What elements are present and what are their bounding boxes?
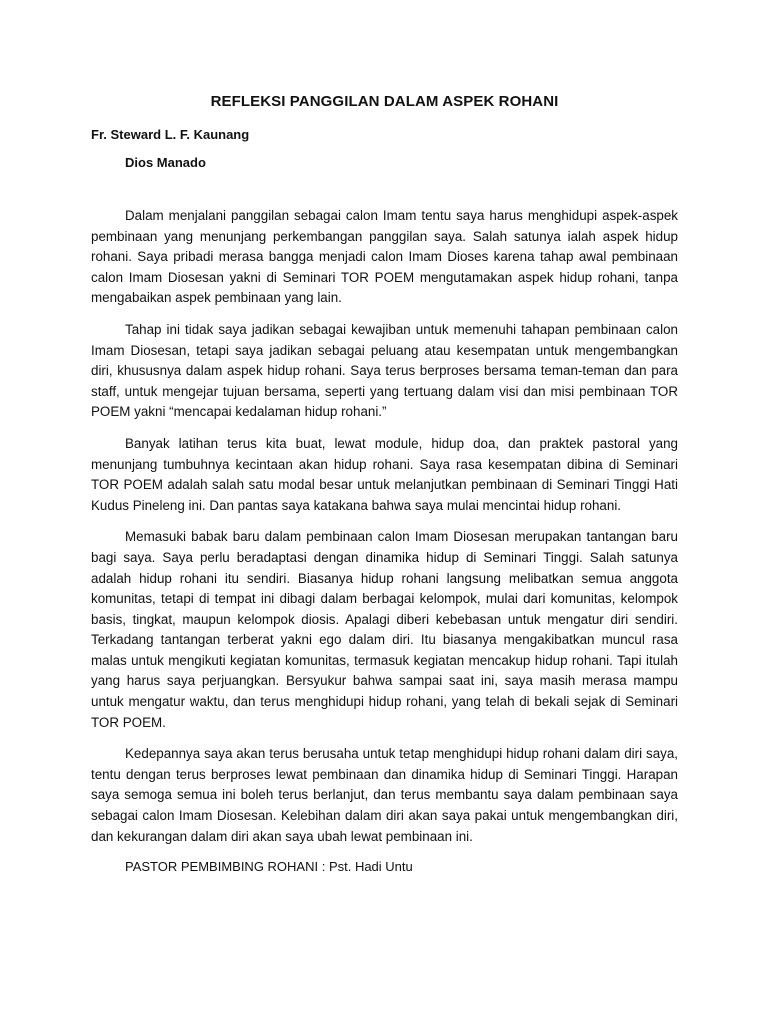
spiritual-advisor-line: PASTOR PEMBIMBING ROHANI : Pst. Hadi Untu <box>125 859 413 875</box>
document-title: REFLEKSI PANGGILAN DALAM ASPEK ROHANI <box>210 93 559 110</box>
paragraph-5: Kedepannya saya akan terus berusaha untuk tetap menghidupi hidup rohani dalam diri saya, tentu dengan terus berproses lewat pembinaan dan dinamika hidup di Seminari Tinggi. Harapan saya semoga semua ini boleh terus berlanjut, dan terus membantu saya dalam pembinaan saya sebagai calon Imam Diosesan. Kelebihan dalam diri akan saya pakai untuk mengembangkan diri, dan kekurangan dalam diri akan saya ubah lewat pembinaan ini. <box>91 746 678 844</box>
author-affiliation: Dios Manado <box>125 155 206 170</box>
paragraph-2: Tahap ini tidak saya jadikan sebagai kewajiban untuk memenuhi tahapan pembinaan calon Imam Diosesan, tetapi saya jadikan sebagai peluang atau kesempatan untuk mengembangkan diri, khususnya dalam aspek hidup rohani. Saya terus berproses bersama teman-teman dan para staff, untuk mengejar tujuan bersama, seperti yang tertuang dalam visi dan misi pembinaan TOR POEM yakni “mencapai kedalaman hidup rohani.” <box>91 321 678 420</box>
paragraph-3: Banyak latihan terus kita buat, lewat module, hidup doa, dan praktek pastoral yang menunjang tumbuhnya kecintaan akan hidup rohani. Saya rasa kesempatan dibina di Seminari TOR POEM adalah salah satu modal besar untuk melanjutkan pembinaan di Seminari Tinggi Hati Kudus Pineleng ini. Dan pantas saya katakana bahwa saya mulai mencintai hidup rohani. <box>91 435 678 513</box>
paragraph-4: Memasuki babak baru dalam pembinaan calon Imam Diosesan merupakan tantangan baru bagi saya. Saya perlu beradaptasi dengan dinamika hidup di Seminari Tinggi. Salah satunya adalah hidup rohani itu sendiri. Biasanya hidup rohani langsung melibatkan semua anggota komunitas, tetapi di tempat ini dibagi dalam berbagai kelompok, mulai dari komunitas, kelompok basis, tingkat, maupun kelompok diosis. Apalagi diberi kebebasan untuk mengatur diri sendiri. Terkadang tantangan terberat yakni ego dalam diri. Itu biasanya mengakibatkan muncul rasa malas untuk mengikuti kegiatan komunitas, termasuk kegiatan mencakup hidup rohani. Tapi itulah yang harus saya perjuangkan. Bersyukur bahwa sampai saat ini, saya masih merasa mampu untuk mengatur waktu, dan terus menghidupi hidup rohani, yang telah di bekali sejak di Seminari TOR POEM. <box>91 529 678 730</box>
author-name: Fr. Steward L. F. Kaunang <box>91 127 250 142</box>
paragraph-1: Dalam menjalani panggilan sebagai calon Imam tentu saya harus menghidupi aspek-aspek pembinaan yang menunjang perkembangan panggilan saya. Salah satunya ialah aspek hidup rohani. Saya pribadi merasa bangga menjadi calon Imam Dioses karena tahap awal pembinaan calon Imam Diosesan yakni di Seminari TOR POEM mengutamakan aspek hidup rohani, tanpa mengabaikan aspek pembinaan yang lain. <box>91 208 678 306</box>
